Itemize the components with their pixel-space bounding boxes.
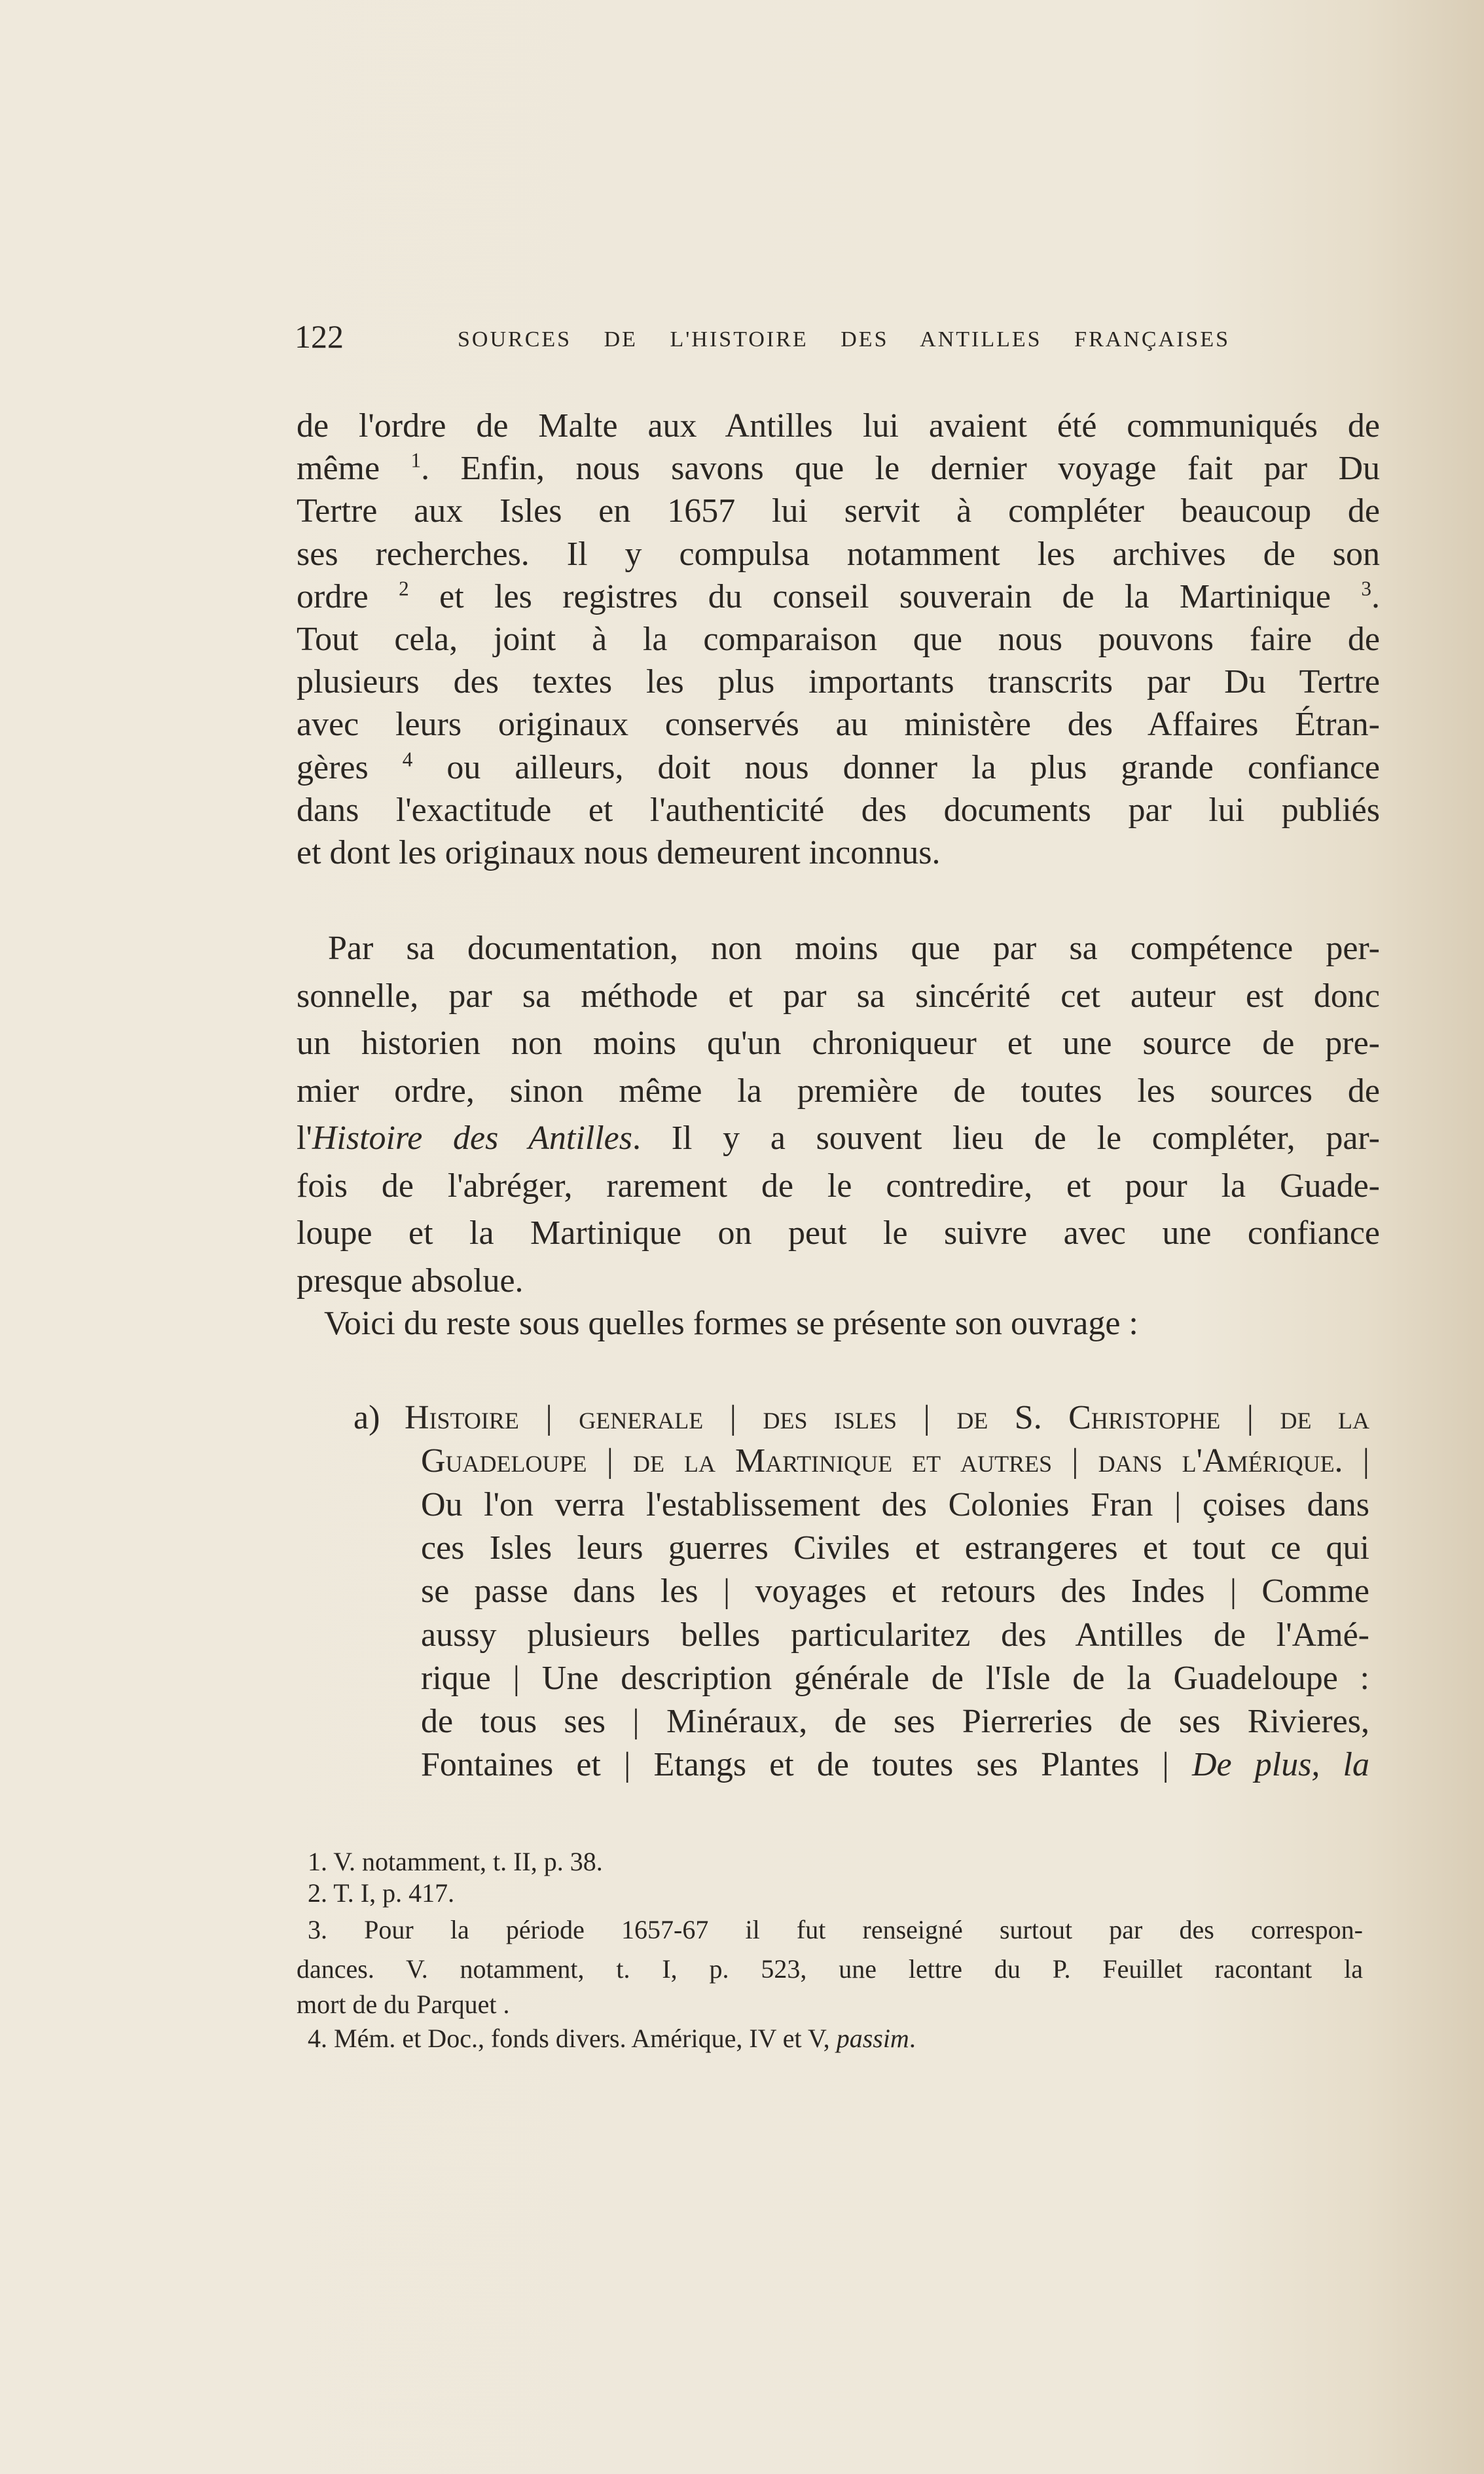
text-segment: rique | Une description générale de l'Isle de la Guadeloupe :	[421, 1659, 1369, 1697]
text-segment: plusieurs des textes les plus importants transcrits par Du Tertre	[297, 663, 1380, 701]
list-item-line	[421, 1614, 1369, 1657]
footnote-line	[308, 1846, 1363, 1878]
paragraph-line	[297, 1212, 1380, 1255]
text-segment: Tout cela, joint à la comparaison que nous pouvons faire de	[297, 621, 1380, 658]
text-segment: même	[297, 450, 411, 488]
italic-text: passim	[836, 2024, 909, 2053]
text-segment: sonnelle, par sa méthode et par sa sincérité cet auteur est donc	[297, 977, 1380, 1015]
list-item-line	[421, 1440, 1369, 1483]
footnote-line	[297, 1953, 1363, 1986]
list-item-line	[421, 1527, 1369, 1570]
text-segment: Par sa documentation, non moins que par sa compétence per-	[328, 930, 1380, 967]
italic-text: De plus, la	[1191, 1746, 1370, 1784]
text-segment: Tertre aux Isles en 1657 lui servit à compléter beaucoup de	[297, 492, 1380, 530]
footnote-line	[297, 1988, 1363, 2021]
text-segment: et dont les originaux nous demeurent inconnus.	[297, 834, 941, 871]
footnote-ref: 2	[399, 577, 409, 600]
text-segment: 4. Mém. et Doc., fonds divers. Amérique, IV et V,	[308, 2024, 837, 2053]
footnote-line	[308, 1877, 1363, 1910]
text-segment: fois de l'abréger, rarement de le contredire, et pour la Guade-	[297, 1167, 1380, 1205]
paragraph-line	[297, 490, 1380, 533]
text-segment: aussy plusieurs belles particularitez des Antilles de l'Amé-	[421, 1616, 1369, 1654]
paragraph-line	[297, 661, 1380, 704]
paragraph-line	[297, 703, 1380, 746]
text-segment: Fontaines et | Etangs et de toutes ses Plantes |	[421, 1746, 1192, 1784]
footnote-ref: 4	[402, 747, 413, 771]
paragraph-line	[324, 1302, 1380, 1345]
paragraph-line	[297, 405, 1380, 448]
paragraph-line	[297, 975, 1380, 1018]
list-item-line	[421, 1700, 1369, 1743]
italic-text: Histoire des Antilles	[312, 1119, 632, 1157]
text-segment: ou ailleurs, doit nous donner la plus grande confiance	[412, 748, 1380, 786]
text-segment: dances. V. notamment, t. I, p. 523, une lettre du P. Feuillet racontant la	[297, 1954, 1363, 1984]
paragraph-line	[297, 575, 1380, 619]
paragraph-line	[297, 533, 1380, 576]
text-segment: .	[1371, 577, 1380, 615]
paragraph-line	[297, 746, 1380, 790]
footnote-line	[308, 2022, 1363, 2055]
text-segment: gères	[297, 748, 403, 786]
paragraph-line	[297, 831, 1380, 875]
paragraph-line	[297, 447, 1380, 490]
list-item-line	[405, 1396, 1369, 1440]
text-segment: Voici du reste sous quelles formes se présente son ouvrage :	[324, 1305, 1138, 1342]
text-segment: mort de du Parquet .	[297, 1990, 510, 2019]
text-segment: de tous ses | Minéraux, de ses Pierreries de ses Rivieres,	[421, 1703, 1369, 1741]
text-segment: . Il y a souvent lieu de le compléter, par-	[632, 1119, 1380, 1157]
text-segment: se passe dans les | voyages et retours des Indes | Comme	[421, 1573, 1369, 1610]
text-segment: ordre	[297, 577, 399, 615]
text-segment: l'	[297, 1119, 312, 1157]
text-segment: ces Isles leurs guerres Civiles et estrangeres et tout ce qui	[421, 1529, 1369, 1567]
list-item-line	[421, 1657, 1369, 1700]
footnote-line	[308, 1914, 1363, 1946]
footnote-ref: 1	[410, 448, 422, 472]
text-segment: et les registres du conseil souverain de la Martinique	[408, 577, 1362, 615]
running-title: SOURCES DE L'HISTOIRE DES ANTILLES FRANÇAISES	[458, 327, 1230, 352]
paragraph-line	[297, 1117, 1380, 1160]
paragraph-line	[297, 789, 1380, 832]
footnote-ref: 3	[1361, 577, 1371, 600]
text-segment: loupe et la Martinique on peut le suivre avec une confiance	[297, 1214, 1380, 1252]
page-number: 122	[295, 318, 344, 355]
paragraph-line	[297, 1022, 1380, 1065]
text-segment: dans l'exactitude et l'authenticité des documents par lui publiés	[297, 791, 1380, 829]
list-item-label: a)	[353, 1399, 380, 1436]
text-segment: 1. V. notamment, t. II, p. 38.	[308, 1847, 603, 1876]
text-segment: Guadeloupe | de la Martinique et autres | dans l'Amérique. |	[421, 1442, 1369, 1480]
text-segment: de l'ordre de Malte aux Antilles lui avaient été communiqués de	[297, 407, 1380, 445]
text-segment: 2. T. I, p. 417.	[308, 1878, 455, 1908]
paragraph-line	[297, 618, 1380, 661]
list-item-line	[421, 1570, 1369, 1613]
list-item-line	[421, 1743, 1369, 1787]
text-segment: 3. Pour la période 1657-67 il fut renseigné surtout par des correspon-	[308, 1915, 1363, 1944]
text-segment: ses recherches. Il y compulsa notamment les archives de son	[297, 535, 1380, 573]
text-segment: Ou l'on verra l'establissement des Colonies Fran | çoises dans	[421, 1485, 1369, 1523]
text-segment: un historien non moins qu'un chroniqueur et une source de pre-	[297, 1025, 1380, 1062]
paragraph-line	[328, 927, 1380, 970]
text-segment: mier ordre, sinon même la première de toutes les sources de	[297, 1072, 1380, 1110]
text-segment: Histoire | generale | des isles | de S. Christophe | de la	[405, 1399, 1369, 1436]
paragraph-line	[297, 1260, 1380, 1303]
paragraph-line	[297, 1070, 1380, 1113]
list-item-line	[421, 1483, 1369, 1527]
text-segment: .	[909, 2024, 916, 2053]
text-segment: presque absolue.	[297, 1262, 524, 1300]
paragraph-line	[297, 1165, 1380, 1208]
text-segment: avec leurs originaux conservés au ministère des Affaires Étran-	[297, 706, 1380, 744]
text-segment: . Enfin, nous savons que le dernier voyage fait par Du	[421, 450, 1380, 488]
